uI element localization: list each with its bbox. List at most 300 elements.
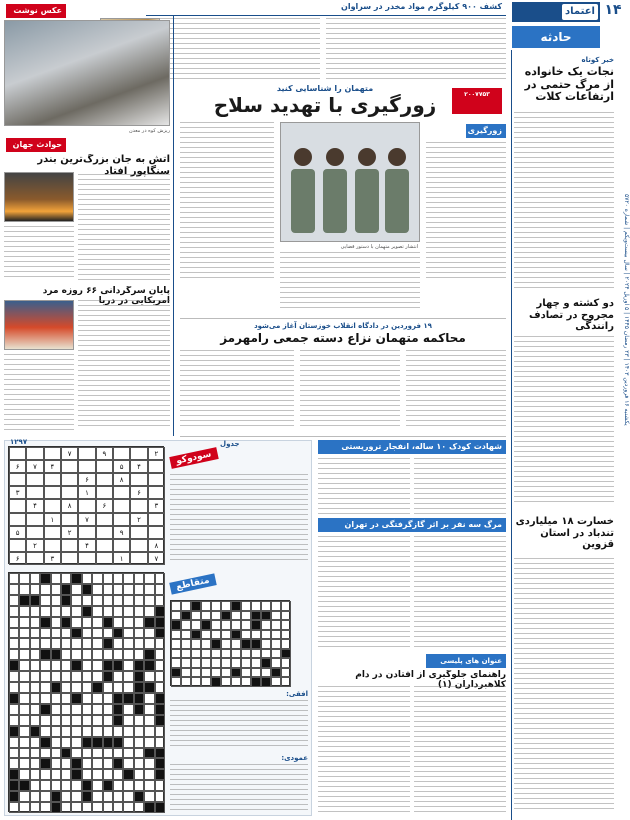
sudoku-cell[interactable] [44, 499, 61, 512]
crossword-cell[interactable] [40, 791, 50, 802]
crossword-cell[interactable] [9, 682, 19, 693]
crossword-cell[interactable] [92, 780, 102, 791]
crossword-cell[interactable] [9, 628, 19, 639]
mini-crossword-cell[interactable] [231, 620, 241, 630]
crossword-cell[interactable] [123, 606, 133, 617]
crossword-cell[interactable] [155, 671, 165, 682]
crossword-cell[interactable] [92, 704, 102, 715]
crossword-cell[interactable] [51, 606, 61, 617]
crossword-cell[interactable] [113, 769, 123, 780]
mini-crossword-cell[interactable] [241, 620, 251, 630]
crossword-cell[interactable] [61, 671, 71, 682]
mini-crossword-cell[interactable] [211, 668, 221, 678]
sudoku-cell[interactable] [113, 486, 130, 499]
crossword-cell[interactable] [134, 758, 144, 769]
crossword-cell[interactable] [113, 780, 123, 791]
mini-crossword-cell[interactable] [181, 620, 191, 630]
crossword-cell[interactable] [30, 780, 40, 791]
mini-crossword-cell[interactable] [281, 639, 291, 649]
mini-crossword-cell[interactable] [191, 649, 201, 659]
sudoku-cell[interactable]: ۹ [113, 526, 130, 539]
sudoku-cell[interactable] [44, 473, 61, 486]
mini-crossword-cell[interactable] [181, 677, 191, 687]
mini-crossword-cell[interactable] [241, 658, 251, 668]
crossword-cell[interactable] [123, 748, 133, 759]
sudoku-cell[interactable] [130, 473, 147, 486]
crossword-cell[interactable] [40, 715, 50, 726]
mini-crossword-cell[interactable] [221, 630, 231, 640]
crossword-cell[interactable] [144, 791, 154, 802]
crossword-cell[interactable] [123, 649, 133, 660]
crossword-cell[interactable] [82, 649, 92, 660]
crossword-cell[interactable] [51, 638, 61, 649]
mini-crossword-cell[interactable] [241, 677, 251, 687]
mini-crossword-cell[interactable] [271, 630, 281, 640]
crossword-cell[interactable] [71, 715, 81, 726]
crossword-cell[interactable] [61, 802, 71, 813]
sudoku-cell[interactable]: ۱ [113, 552, 130, 565]
crossword-cell[interactable] [61, 780, 71, 791]
crossword-cell[interactable] [123, 671, 133, 682]
crossword-cell[interactable] [123, 573, 133, 584]
mini-crossword-cell[interactable] [251, 630, 261, 640]
mini-crossword-cell[interactable] [181, 639, 191, 649]
crossword-cell[interactable] [40, 780, 50, 791]
sudoku-cell[interactable] [9, 473, 26, 486]
mini-crossword-cell[interactable] [201, 668, 211, 678]
crossword-cell[interactable] [9, 715, 19, 726]
sudoku-cell[interactable]: ۴ [130, 460, 147, 473]
mini-crossword-cell[interactable] [241, 668, 251, 678]
crossword-cell[interactable] [19, 737, 29, 748]
crossword-cell[interactable] [71, 671, 81, 682]
sudoku-cell[interactable]: ۶ [130, 486, 147, 499]
mini-crossword-cell[interactable] [181, 630, 191, 640]
crossword-cell[interactable] [123, 682, 133, 693]
mini-crossword-cell[interactable] [221, 649, 231, 659]
crossword-cell[interactable] [82, 628, 92, 639]
mini-crossword-cell[interactable] [211, 601, 221, 611]
mini-crossword-cell[interactable] [181, 658, 191, 668]
crossword-cell[interactable] [92, 769, 102, 780]
crossword-cell[interactable] [92, 617, 102, 628]
crossword-cell[interactable] [134, 584, 144, 595]
crossword-cell[interactable] [113, 791, 123, 802]
sudoku-cell[interactable] [113, 499, 130, 512]
sudoku-cell[interactable] [44, 539, 61, 552]
crossword-cell[interactable] [123, 715, 133, 726]
crossword-cell[interactable] [51, 737, 61, 748]
mini-crossword-cell[interactable] [231, 658, 241, 668]
crossword-cell[interactable] [51, 780, 61, 791]
mini-crossword-cell[interactable] [221, 639, 231, 649]
crossword-cell[interactable] [40, 693, 50, 704]
crossword-cell[interactable] [71, 638, 81, 649]
crossword-cell[interactable] [61, 638, 71, 649]
crossword-cell[interactable] [40, 595, 50, 606]
sudoku-cell[interactable]: ۳ [148, 499, 165, 512]
crossword-cell[interactable] [92, 791, 102, 802]
crossword-cell[interactable] [103, 715, 113, 726]
mini-crossword-cell[interactable] [241, 649, 251, 659]
crossword-cell[interactable] [123, 584, 133, 595]
mini-crossword-cell[interactable] [251, 649, 261, 659]
mini-crossword-cell[interactable] [281, 668, 291, 678]
sudoku-cell[interactable] [130, 499, 147, 512]
sudoku-cell[interactable] [78, 526, 95, 539]
mini-crossword-cell[interactable] [241, 630, 251, 640]
crossword-cell[interactable] [19, 638, 29, 649]
crossword-cell[interactable] [82, 617, 92, 628]
sudoku-cell[interactable] [78, 552, 95, 565]
crossword-cell[interactable] [19, 584, 29, 595]
crossword-cell[interactable] [19, 671, 29, 682]
crossword-cell[interactable] [61, 791, 71, 802]
mini-crossword-cell[interactable] [241, 601, 251, 611]
crossword-cell[interactable] [144, 737, 154, 748]
sudoku-cell[interactable] [61, 513, 78, 526]
crossword-cell[interactable] [82, 758, 92, 769]
mini-crossword-cell[interactable] [261, 668, 271, 678]
crossword-cell[interactable] [113, 595, 123, 606]
crossword-cell[interactable] [40, 606, 50, 617]
mini-crossword-cell[interactable] [261, 630, 271, 640]
crossword-cell[interactable] [113, 671, 123, 682]
crossword-cell[interactable] [92, 671, 102, 682]
mini-crossword-cell[interactable] [261, 649, 271, 659]
mini-crossword-cell[interactable] [281, 658, 291, 668]
crossword-cell[interactable] [134, 715, 144, 726]
crossword-cell[interactable] [40, 660, 50, 671]
crossword-cell[interactable] [113, 584, 123, 595]
sudoku-cell[interactable] [26, 526, 43, 539]
sudoku-cell[interactable] [148, 486, 165, 499]
crossword-cell[interactable] [92, 638, 102, 649]
crossword-cell[interactable] [82, 726, 92, 737]
crossword-cell[interactable] [40, 638, 50, 649]
crossword-cell[interactable] [134, 606, 144, 617]
crossword-cell[interactable] [51, 660, 61, 671]
crossword-cell[interactable] [61, 715, 71, 726]
crossword-cell[interactable] [30, 628, 40, 639]
crossword-cell[interactable] [113, 682, 123, 693]
crossword-cell[interactable] [113, 617, 123, 628]
crossword-cell[interactable] [134, 737, 144, 748]
crossword-cell[interactable] [82, 660, 92, 671]
crossword-cell[interactable] [19, 649, 29, 660]
crossword-cell[interactable] [82, 693, 92, 704]
crossword-cell[interactable] [30, 715, 40, 726]
crossword-cell[interactable] [155, 682, 165, 693]
sudoku-cell[interactable]: ۲ [26, 539, 43, 552]
crossword-cell[interactable] [19, 726, 29, 737]
crossword-cell[interactable] [134, 649, 144, 660]
crossword-cell[interactable] [51, 595, 61, 606]
crossword-cell[interactable] [9, 573, 19, 584]
crossword-cell[interactable] [113, 573, 123, 584]
crossword-cell[interactable] [30, 649, 40, 660]
sudoku-cell[interactable]: ۵ [9, 526, 26, 539]
crossword-cell[interactable] [30, 638, 40, 649]
sudoku-cell[interactable] [61, 539, 78, 552]
crossword-cell[interactable] [40, 726, 50, 737]
crossword-cell[interactable] [19, 769, 29, 780]
mini-crossword-cell[interactable] [271, 620, 281, 630]
crossword-cell[interactable] [82, 802, 92, 813]
mini-crossword-cell[interactable] [211, 630, 221, 640]
crossword-cell[interactable] [144, 606, 154, 617]
crossword-cell[interactable] [40, 628, 50, 639]
crossword-cell[interactable] [134, 748, 144, 759]
crossword-cell[interactable] [134, 769, 144, 780]
crossword-cell[interactable] [19, 682, 29, 693]
crossword-cell[interactable] [9, 606, 19, 617]
crossword-cell[interactable] [51, 584, 61, 595]
crossword-cell[interactable] [40, 748, 50, 759]
crossword-cell[interactable] [144, 758, 154, 769]
crossword-cell[interactable] [155, 791, 165, 802]
sudoku-cell[interactable] [9, 513, 26, 526]
sudoku-cell[interactable]: ۷ [148, 552, 165, 565]
sudoku-cell[interactable] [78, 460, 95, 473]
crossword-cell[interactable] [82, 769, 92, 780]
sudoku-cell[interactable] [148, 460, 165, 473]
sudoku-cell[interactable] [44, 486, 61, 499]
crossword-cell[interactable] [19, 758, 29, 769]
crossword-cell[interactable] [9, 584, 19, 595]
crossword-cell[interactable] [61, 758, 71, 769]
crossword-cell[interactable] [82, 748, 92, 759]
crossword-cell[interactable] [113, 748, 123, 759]
crossword-cell[interactable] [71, 606, 81, 617]
crossword-cell[interactable] [61, 682, 71, 693]
sudoku-cell[interactable] [113, 513, 130, 526]
crossword-cell[interactable] [144, 671, 154, 682]
sudoku-cell[interactable]: ۱ [44, 513, 61, 526]
mini-crossword-cell[interactable] [201, 649, 211, 659]
crossword-cell[interactable] [113, 638, 123, 649]
crossword-cell[interactable] [19, 693, 29, 704]
crossword-cell[interactable] [92, 606, 102, 617]
crossword-cell[interactable] [103, 791, 113, 802]
sudoku-cell[interactable]: ۲ [130, 513, 147, 526]
sudoku-cell[interactable] [26, 473, 43, 486]
crossword-cell[interactable] [71, 780, 81, 791]
crossword-cell[interactable] [61, 660, 71, 671]
crossword-cell[interactable] [92, 649, 102, 660]
crossword-cell[interactable] [103, 726, 113, 737]
crossword-cell[interactable] [82, 671, 92, 682]
crossword-cell[interactable] [144, 693, 154, 704]
crossword-cell[interactable] [19, 573, 29, 584]
crossword-cell[interactable] [82, 573, 92, 584]
mini-crossword-cell[interactable] [171, 630, 181, 640]
crossword-cell[interactable] [103, 628, 113, 639]
crossword-cell[interactable] [30, 748, 40, 759]
crossword-cell[interactable] [30, 606, 40, 617]
mini-crossword-cell[interactable] [271, 649, 281, 659]
sudoku-cell[interactable] [130, 526, 147, 539]
mini-crossword-cell[interactable] [231, 639, 241, 649]
sudoku-cell[interactable] [9, 499, 26, 512]
crossword-cell[interactable] [61, 737, 71, 748]
sudoku-cell[interactable]: ۷ [26, 460, 43, 473]
sudoku-cell[interactable] [96, 526, 113, 539]
mini-crossword-cell[interactable] [211, 658, 221, 668]
crossword-cell[interactable] [71, 682, 81, 693]
crossword-cell[interactable] [155, 649, 165, 660]
crossword-cell[interactable] [71, 649, 81, 660]
sudoku-cell[interactable] [96, 552, 113, 565]
crossword-cell[interactable] [40, 769, 50, 780]
crossword-cell[interactable] [71, 802, 81, 813]
crossword-cell[interactable] [51, 715, 61, 726]
crossword-cell[interactable] [61, 769, 71, 780]
crossword-cell[interactable] [19, 617, 29, 628]
crossword-cell[interactable] [155, 573, 165, 584]
sudoku-cell[interactable]: ۳ [9, 486, 26, 499]
crossword-cell[interactable] [71, 748, 81, 759]
crossword-cell[interactable] [71, 617, 81, 628]
crossword-cell[interactable] [123, 726, 133, 737]
crossword-cell[interactable] [9, 758, 19, 769]
mini-crossword-cell[interactable] [251, 658, 261, 668]
mini-crossword-cell[interactable] [271, 677, 281, 687]
crossword-cell[interactable] [51, 617, 61, 628]
sudoku-cell[interactable] [130, 552, 147, 565]
mini-crossword-cell[interactable] [191, 639, 201, 649]
sudoku-cell[interactable] [148, 526, 165, 539]
crossword-cell[interactable] [155, 584, 165, 595]
sudoku-cell[interactable]: ۵ [113, 460, 130, 473]
sudoku-cell[interactable]: ۲ [148, 447, 165, 460]
crossword-cell[interactable] [51, 573, 61, 584]
sudoku-cell[interactable] [148, 513, 165, 526]
crossword-cell[interactable] [92, 748, 102, 759]
mini-crossword-cell[interactable] [201, 611, 211, 621]
crossword-cell[interactable] [9, 737, 19, 748]
crossword-cell[interactable] [71, 791, 81, 802]
crossword-cell[interactable] [71, 595, 81, 606]
mini-crossword-cell[interactable] [251, 668, 261, 678]
sudoku-cell[interactable] [148, 473, 165, 486]
crossword-cell[interactable] [19, 628, 29, 639]
crossword-cell[interactable] [103, 748, 113, 759]
sudoku-cell[interactable]: ۴ [26, 499, 43, 512]
crossword-cell[interactable] [144, 573, 154, 584]
crossword-cell[interactable] [30, 584, 40, 595]
mini-crossword-cell[interactable] [201, 630, 211, 640]
crossword-cell[interactable] [134, 628, 144, 639]
mini-crossword-cell[interactable] [281, 601, 291, 611]
crossword-cell[interactable] [144, 726, 154, 737]
crossword-cell[interactable] [51, 758, 61, 769]
crossword-cell[interactable] [30, 758, 40, 769]
crossword-cell[interactable] [30, 682, 40, 693]
crossword-cell[interactable] [61, 649, 71, 660]
mini-crossword-cell[interactable] [271, 658, 281, 668]
crossword-cell[interactable] [123, 791, 133, 802]
sudoku-cell[interactable]: ۷ [78, 513, 95, 526]
crossword-cell[interactable] [9, 748, 19, 759]
crossword-cell[interactable] [51, 748, 61, 759]
mini-crossword-cell[interactable] [211, 649, 221, 659]
crossword-cell[interactable] [144, 628, 154, 639]
sudoku-cell[interactable] [26, 447, 43, 460]
mini-crossword-cell[interactable] [261, 601, 271, 611]
sudoku-cell[interactable]: ۸ [113, 473, 130, 486]
mini-crossword-cell[interactable] [171, 658, 181, 668]
crossword-cell[interactable] [155, 726, 165, 737]
mini-crossword-cell[interactable] [181, 649, 191, 659]
sudoku-cell[interactable]: ۱ [78, 486, 95, 499]
crossword-cell[interactable] [51, 769, 61, 780]
crossword-cell[interactable] [123, 758, 133, 769]
crossword-cell[interactable] [92, 595, 102, 606]
crossword-cell[interactable] [155, 638, 165, 649]
sudoku-cell[interactable] [96, 486, 113, 499]
crossword-cell[interactable] [30, 704, 40, 715]
sudoku-cell[interactable]: ۴ [44, 460, 61, 473]
crossword-cell[interactable] [123, 628, 133, 639]
crossword-cell[interactable] [155, 660, 165, 671]
mini-crossword-cell[interactable] [281, 677, 291, 687]
mini-crossword-cell[interactable] [261, 639, 271, 649]
sudoku-cell[interactable]: ۸ [148, 539, 165, 552]
crossword-cell[interactable] [30, 617, 40, 628]
crossword-cell[interactable] [30, 769, 40, 780]
crossword-cell[interactable] [92, 726, 102, 737]
sudoku-cell[interactable] [9, 447, 26, 460]
crossword-cell[interactable] [113, 726, 123, 737]
crossword-cell[interactable] [123, 617, 133, 628]
crossword-cell[interactable] [61, 573, 71, 584]
sudoku-cell[interactable] [61, 486, 78, 499]
crossword-cell[interactable] [144, 780, 154, 791]
crossword-cell[interactable] [103, 649, 113, 660]
crossword-cell[interactable] [82, 595, 92, 606]
crossword-cell[interactable] [40, 584, 50, 595]
crossword-cell[interactable] [103, 769, 113, 780]
crossword-cell[interactable] [113, 802, 123, 813]
sudoku-cell[interactable] [96, 539, 113, 552]
crossword-cell[interactable] [61, 628, 71, 639]
crossword-cell[interactable] [51, 671, 61, 682]
mini-crossword-cell[interactable] [171, 677, 181, 687]
crossword-cell[interactable] [82, 638, 92, 649]
mini-crossword-cell[interactable] [221, 601, 231, 611]
mini-crossword-cell[interactable] [171, 649, 181, 659]
crossword-cell[interactable] [155, 737, 165, 748]
sudoku-cell[interactable]: ۶ [9, 460, 26, 473]
crossword-cell[interactable] [51, 726, 61, 737]
crossword-cell[interactable] [71, 584, 81, 595]
crossword-cell[interactable] [92, 573, 102, 584]
crossword-cell[interactable] [30, 693, 40, 704]
mini-crossword-cell[interactable] [191, 677, 201, 687]
crossword-cell[interactable] [9, 638, 19, 649]
crossword-cell[interactable] [92, 693, 102, 704]
crossword-cell[interactable] [30, 737, 40, 748]
mini-crossword-cell[interactable] [271, 601, 281, 611]
sudoku-cell[interactable]: ۲ [61, 526, 78, 539]
crossword-cell[interactable] [30, 671, 40, 682]
crossword-cell[interactable] [155, 595, 165, 606]
mini-crossword-cell[interactable] [181, 601, 191, 611]
mini-crossword-cell[interactable] [191, 668, 201, 678]
crossword-cell[interactable] [113, 606, 123, 617]
crossword-cell[interactable] [134, 573, 144, 584]
